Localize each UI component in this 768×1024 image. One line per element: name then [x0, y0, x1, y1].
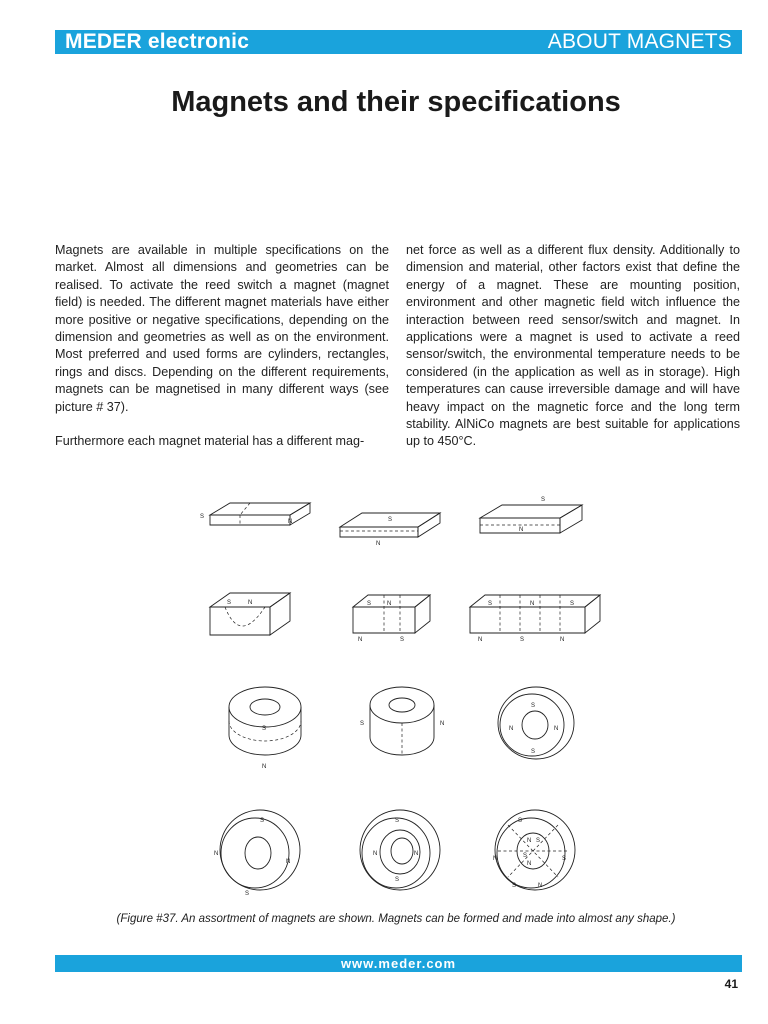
pole-label-s: S	[388, 517, 393, 523]
pole-label-n: N	[373, 851, 378, 857]
section-title: ABOUT MAGNETS	[547, 30, 732, 53]
pole-label-s: S	[523, 853, 528, 859]
pole-label-s: S	[227, 600, 232, 606]
pole-label-n: N	[358, 637, 363, 643]
pole-label-n: N	[288, 519, 293, 525]
pole-label-n: N	[527, 838, 532, 844]
pole-label-n: N	[554, 726, 559, 732]
paragraph: Furthermore each magnet material has a different mag-	[55, 434, 365, 449]
pole-label-s: S	[518, 818, 523, 824]
pole-label-n: N	[387, 601, 392, 607]
footer-bar	[55, 955, 742, 972]
pole-label-n: N	[414, 851, 419, 857]
pole-label-s: S	[400, 637, 405, 643]
pole-label-n: N	[214, 851, 219, 857]
header-bar	[55, 30, 742, 54]
pole-label-s: S	[570, 601, 575, 607]
pole-label-s: S	[262, 726, 267, 732]
figure-caption: (Figure #37. An assortment of magnets are shown. Magnets can be formed and made into almost any shape.)	[116, 913, 676, 925]
magnet-figure	[190, 485, 610, 905]
pole-label-s: S	[512, 883, 517, 889]
pole-label-n: N	[509, 726, 514, 732]
pole-label-n: N	[262, 764, 267, 770]
pole-label-s: S	[395, 877, 400, 883]
flat-block-3	[480, 497, 582, 533]
pole-label-n: N	[530, 601, 535, 607]
pole-label-s: S	[200, 514, 205, 520]
paragraph: net force as well as a different flux density. Additionally to dimension and material, other factors exist that define the energy of a magnet. These are mounting position, environment and other magnetic field witch influence the interaction between reed sensor/switch and magnet. In applications were a magnet is used to activate a reed sensor/switch, the environmental temperature needs to be considered (in the application as well as in storage). High temperatures can cause irreversible damage and will have heavy impact on the magnetic force and the long term stability. AlNiCo magnets are best suitable for applications up to 450°C.	[406, 243, 740, 449]
pole-label-n: N	[376, 541, 381, 547]
pole-label-s: S	[245, 891, 250, 897]
ring-2	[360, 687, 444, 755]
pole-label-s: S	[367, 601, 372, 607]
disc-1	[214, 810, 300, 897]
text-column-right	[406, 242, 740, 468]
pole-label-s: S	[536, 838, 541, 844]
pole-label-n: N	[519, 527, 524, 533]
pole-label-s: S	[395, 818, 400, 824]
pole-label-n: N	[478, 637, 483, 643]
rect-block-3	[470, 595, 600, 643]
brand-name: MEDER electronic	[65, 30, 250, 53]
disc-3	[493, 810, 575, 890]
pole-label-s: S	[541, 497, 546, 503]
pole-label-s: S	[260, 818, 265, 824]
website-link[interactable]: www.meder.com	[340, 956, 457, 971]
pole-label-n: N	[560, 637, 565, 643]
ring-3	[498, 687, 574, 759]
pole-label-n: N	[286, 859, 291, 865]
flat-block-1	[200, 503, 310, 525]
flat-block-2	[340, 513, 440, 547]
pole-label-n: N	[527, 861, 532, 867]
pole-label-n: N	[440, 721, 445, 727]
disc-2	[360, 810, 440, 890]
pole-label-n: N	[493, 856, 498, 862]
pole-label-s: S	[360, 721, 365, 727]
paragraph: Magnets are available in multiple specifications on the market. Almost all dimensions and geometries can be realised. To activate the reed switch a magnet (magnet field) is needed. The different magnet materials have either more positive or negative specifications, depending on the dimension and geometries as well as on the environment. Most preferred and used forms are cylinders, rectangles, rings and discs. Depending on the different requirements, magnets can be magnetised in many different ways (see picture # 37).	[55, 243, 389, 414]
pole-label-s: S	[562, 856, 567, 862]
pole-label-n: N	[538, 883, 543, 889]
pole-label-s: S	[531, 749, 536, 755]
ring-1	[229, 687, 301, 770]
pole-label-n: N	[248, 600, 253, 606]
rect-block-2	[353, 595, 430, 643]
magnet-shapes-illustration	[190, 485, 610, 905]
pole-label-s: S	[488, 601, 493, 607]
page-title: Magnets and their specifications	[171, 86, 621, 118]
text-column-left	[55, 242, 389, 468]
pole-label-s: S	[520, 637, 525, 643]
page-number: 41	[724, 977, 738, 991]
pole-label-s: S	[531, 703, 536, 709]
rect-block-1	[210, 593, 290, 635]
